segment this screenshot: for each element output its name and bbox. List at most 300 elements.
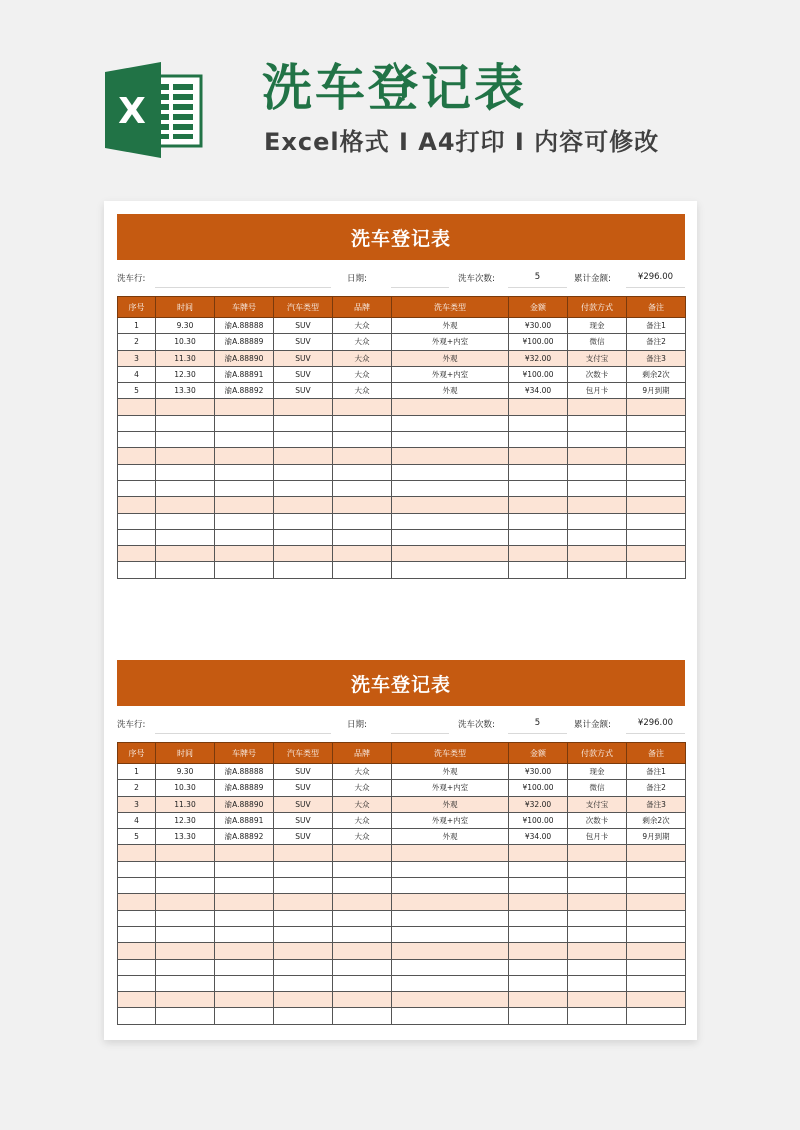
table-cell[interactable] xyxy=(274,497,333,513)
table-cell[interactable] xyxy=(274,1008,333,1024)
table-cell[interactable]: 大众 xyxy=(333,812,392,828)
table-cell[interactable]: 10.30 xyxy=(156,780,215,796)
table-cell[interactable] xyxy=(215,959,274,975)
table-cell[interactable]: SUV xyxy=(274,812,333,828)
table-cell[interactable]: 1 xyxy=(118,318,156,334)
table-cell[interactable] xyxy=(392,529,509,545)
table-cell[interactable] xyxy=(156,910,215,926)
table-cell[interactable]: 次数卡 xyxy=(568,366,627,382)
table-cell[interactable] xyxy=(392,432,509,448)
table-cell[interactable]: 备注3 xyxy=(627,796,686,812)
table-cell[interactable] xyxy=(627,399,686,415)
table-cell[interactable] xyxy=(333,546,392,562)
table-cell[interactable] xyxy=(274,894,333,910)
table-cell[interactable]: 渝A.88889 xyxy=(215,334,274,350)
table-cell[interactable]: 备注3 xyxy=(627,350,686,366)
table-cell[interactable] xyxy=(509,415,568,431)
table-cell[interactable] xyxy=(509,529,568,545)
table-cell[interactable] xyxy=(509,861,568,877)
table-cell[interactable] xyxy=(118,975,156,991)
table-cell[interactable] xyxy=(118,910,156,926)
table-cell[interactable]: 渝A.88889 xyxy=(215,780,274,796)
table-cell[interactable]: 大众 xyxy=(333,780,392,796)
table-cell[interactable] xyxy=(627,546,686,562)
table-cell[interactable] xyxy=(568,464,627,480)
table-cell[interactable] xyxy=(274,959,333,975)
table-cell[interactable] xyxy=(392,992,509,1008)
table-cell[interactable] xyxy=(156,926,215,942)
table-cell[interactable] xyxy=(274,399,333,415)
table-cell[interactable] xyxy=(215,480,274,496)
table-cell[interactable] xyxy=(568,959,627,975)
table-cell[interactable] xyxy=(274,926,333,942)
table-cell[interactable] xyxy=(568,562,627,578)
table-cell[interactable]: SUV xyxy=(274,764,333,780)
table-cell[interactable] xyxy=(568,399,627,415)
table-cell[interactable] xyxy=(215,1008,274,1024)
table-cell[interactable]: 渝A.88890 xyxy=(215,796,274,812)
table-cell[interactable] xyxy=(568,845,627,861)
table-cell[interactable] xyxy=(392,943,509,959)
table-cell[interactable] xyxy=(627,992,686,1008)
table-cell[interactable] xyxy=(509,878,568,894)
table-cell[interactable] xyxy=(627,448,686,464)
table-cell[interactable]: 2 xyxy=(118,780,156,796)
total-value[interactable]: ¥296.00 xyxy=(637,272,674,282)
table-cell[interactable] xyxy=(215,497,274,513)
table-cell[interactable] xyxy=(568,861,627,877)
sheet-2 xyxy=(117,660,685,1025)
table-cell[interactable]: 外观 xyxy=(392,764,509,780)
table-cell[interactable] xyxy=(274,529,333,545)
table-cell[interactable]: 13.30 xyxy=(156,829,215,845)
table-cell[interactable]: SUV xyxy=(274,829,333,845)
table-cell[interactable]: 现金 xyxy=(568,318,627,334)
table-cell[interactable] xyxy=(274,546,333,562)
table-cell[interactable]: 渝A.88892 xyxy=(215,383,274,399)
table-cell[interactable] xyxy=(627,480,686,496)
table-cell[interactable]: ¥32.00 xyxy=(509,796,568,812)
table-cell[interactable] xyxy=(568,1008,627,1024)
table-cell[interactable] xyxy=(156,513,215,529)
date-field[interactable] xyxy=(391,287,449,288)
table-cell[interactable] xyxy=(509,910,568,926)
total-value[interactable]: ¥296.00 xyxy=(637,718,674,728)
table-cell[interactable]: ¥100.00 xyxy=(509,366,568,382)
table-cell[interactable]: 外观 xyxy=(392,829,509,845)
table-cell[interactable] xyxy=(333,894,392,910)
table-cell[interactable]: 渝A.88888 xyxy=(215,764,274,780)
table-cell[interactable] xyxy=(392,480,509,496)
table-cell[interactable] xyxy=(274,975,333,991)
table-cell[interactable] xyxy=(156,415,215,431)
table-cell[interactable] xyxy=(118,562,156,578)
table-cell[interactable] xyxy=(392,959,509,975)
table-cell[interactable] xyxy=(215,448,274,464)
table-cell[interactable] xyxy=(156,878,215,894)
table-cell[interactable] xyxy=(274,480,333,496)
column-header: 付款方式 xyxy=(568,297,627,318)
table-cell[interactable] xyxy=(392,448,509,464)
table-cell[interactable]: 1 xyxy=(118,764,156,780)
table-cell[interactable] xyxy=(568,943,627,959)
table-cell[interactable] xyxy=(568,878,627,894)
table-cell[interactable] xyxy=(215,910,274,926)
table-cell[interactable]: 2 xyxy=(118,334,156,350)
table-cell[interactable] xyxy=(215,861,274,877)
table-cell[interactable] xyxy=(333,562,392,578)
table-cell[interactable]: 外观 xyxy=(392,350,509,366)
table-cell[interactable] xyxy=(215,894,274,910)
table-cell[interactable] xyxy=(568,546,627,562)
table-cell[interactable] xyxy=(156,562,215,578)
table-cell[interactable]: 9月到期 xyxy=(627,829,686,845)
table-cell[interactable]: 9.30 xyxy=(156,764,215,780)
table-cell[interactable] xyxy=(568,480,627,496)
table-cell[interactable] xyxy=(509,399,568,415)
table-cell[interactable] xyxy=(627,894,686,910)
table-cell[interactable]: 备注1 xyxy=(627,318,686,334)
table-cell[interactable] xyxy=(333,513,392,529)
table-cell[interactable] xyxy=(509,943,568,959)
table-cell[interactable] xyxy=(274,943,333,959)
table-cell[interactable] xyxy=(118,1008,156,1024)
table-cell[interactable]: 次数卡 xyxy=(568,812,627,828)
table-cell[interactable]: 大众 xyxy=(333,366,392,382)
table-cell[interactable] xyxy=(392,910,509,926)
table-cell[interactable] xyxy=(118,464,156,480)
table-cell[interactable] xyxy=(118,432,156,448)
table-cell[interactable] xyxy=(274,861,333,877)
table-cell[interactable] xyxy=(274,432,333,448)
table-cell[interactable] xyxy=(215,513,274,529)
table-cell[interactable]: 大众 xyxy=(333,350,392,366)
table-cell[interactable] xyxy=(627,878,686,894)
table-cell[interactable] xyxy=(274,415,333,431)
table-cell[interactable]: 备注2 xyxy=(627,780,686,796)
table-cell[interactable]: 10.30 xyxy=(156,334,215,350)
table-cell[interactable] xyxy=(392,1008,509,1024)
table-cell[interactable] xyxy=(333,943,392,959)
table-cell[interactable] xyxy=(627,910,686,926)
table-cell[interactable]: 大众 xyxy=(333,318,392,334)
table-cell[interactable]: 外观+内室 xyxy=(392,366,509,382)
table-cell[interactable]: 12.30 xyxy=(156,812,215,828)
table-cell[interactable]: SUV xyxy=(274,334,333,350)
table-cell[interactable] xyxy=(118,861,156,877)
table-cell[interactable] xyxy=(509,845,568,861)
table-cell[interactable] xyxy=(215,546,274,562)
table-cell[interactable] xyxy=(333,926,392,942)
table-cell[interactable] xyxy=(627,975,686,991)
table-cell[interactable] xyxy=(156,546,215,562)
table-cell[interactable] xyxy=(509,1008,568,1024)
table-cell[interactable] xyxy=(568,415,627,431)
date-field[interactable] xyxy=(391,733,449,734)
table-cell[interactable] xyxy=(118,513,156,529)
table-cell[interactable]: 渝A.88892 xyxy=(215,829,274,845)
table-cell[interactable]: 5 xyxy=(118,829,156,845)
table-cell[interactable] xyxy=(333,497,392,513)
table-cell[interactable] xyxy=(392,878,509,894)
table-cell[interactable] xyxy=(333,959,392,975)
table-cell[interactable] xyxy=(568,448,627,464)
table-cell[interactable] xyxy=(333,448,392,464)
table-cell[interactable] xyxy=(156,894,215,910)
table-cell[interactable] xyxy=(333,415,392,431)
table-cell[interactable] xyxy=(156,480,215,496)
table-cell[interactable]: 包月卡 xyxy=(568,829,627,845)
table-cell[interactable] xyxy=(392,546,509,562)
wash-record-table xyxy=(117,742,686,1025)
table-cell[interactable] xyxy=(215,845,274,861)
table-cell[interactable] xyxy=(156,399,215,415)
table-cell[interactable] xyxy=(392,894,509,910)
table-cell[interactable]: 大众 xyxy=(333,829,392,845)
table-cell[interactable]: 外观 xyxy=(392,383,509,399)
table-cell[interactable] xyxy=(509,432,568,448)
table-cell[interactable]: ¥30.00 xyxy=(509,318,568,334)
table-cell[interactable]: ¥34.00 xyxy=(509,829,568,845)
table-cell[interactable] xyxy=(509,546,568,562)
table-cell[interactable]: ¥100.00 xyxy=(509,780,568,796)
table-cell[interactable] xyxy=(627,861,686,877)
table-cell[interactable] xyxy=(392,399,509,415)
table-cell[interactable] xyxy=(156,975,215,991)
table-cell[interactable] xyxy=(274,513,333,529)
table-cell[interactable]: 备注2 xyxy=(627,334,686,350)
table-cell[interactable] xyxy=(156,992,215,1008)
table-cell[interactable] xyxy=(333,1008,392,1024)
table-cell[interactable] xyxy=(333,529,392,545)
table-cell[interactable]: 渝A.88891 xyxy=(215,812,274,828)
table-cell[interactable] xyxy=(118,926,156,942)
table-cell[interactable] xyxy=(509,562,568,578)
table-cell[interactable] xyxy=(156,448,215,464)
table-cell[interactable] xyxy=(118,529,156,545)
table-cell[interactable] xyxy=(274,878,333,894)
table-cell[interactable] xyxy=(333,480,392,496)
table-cell[interactable]: 外观 xyxy=(392,318,509,334)
count-value[interactable]: 5 xyxy=(534,718,541,728)
table-cell[interactable] xyxy=(333,845,392,861)
table-cell[interactable] xyxy=(156,432,215,448)
table-cell[interactable] xyxy=(509,959,568,975)
table-cell[interactable] xyxy=(627,845,686,861)
table-cell[interactable] xyxy=(627,497,686,513)
table-cell[interactable] xyxy=(509,894,568,910)
table-cell[interactable] xyxy=(156,861,215,877)
table-cell[interactable]: 12.30 xyxy=(156,366,215,382)
table-cell[interactable] xyxy=(627,432,686,448)
table-cell[interactable]: ¥100.00 xyxy=(509,334,568,350)
table-cell[interactable] xyxy=(627,529,686,545)
table-cell[interactable] xyxy=(568,432,627,448)
table-cell[interactable] xyxy=(215,415,274,431)
table-cell[interactable] xyxy=(509,448,568,464)
table-cell[interactable] xyxy=(568,910,627,926)
table-cell[interactable] xyxy=(333,992,392,1008)
table-cell[interactable]: ¥30.00 xyxy=(509,764,568,780)
table-cell[interactable]: 微信 xyxy=(568,780,627,796)
table-cell[interactable] xyxy=(509,464,568,480)
table-cell[interactable] xyxy=(568,513,627,529)
table-cell[interactable] xyxy=(392,926,509,942)
table-cell[interactable] xyxy=(568,894,627,910)
table-cell[interactable] xyxy=(156,1008,215,1024)
table-cell[interactable] xyxy=(156,959,215,975)
table-cell[interactable] xyxy=(627,415,686,431)
table-cell[interactable] xyxy=(215,432,274,448)
table-cell[interactable] xyxy=(627,1008,686,1024)
table-cell[interactable]: 支付宝 xyxy=(568,796,627,812)
table-cell[interactable] xyxy=(156,529,215,545)
table-cell[interactable]: 渝A.88888 xyxy=(215,318,274,334)
table-cell[interactable] xyxy=(392,562,509,578)
table-cell[interactable] xyxy=(333,861,392,877)
table-cell[interactable] xyxy=(215,878,274,894)
table-cell[interactable] xyxy=(627,464,686,480)
table-cell[interactable] xyxy=(333,464,392,480)
table-cell[interactable] xyxy=(156,464,215,480)
table-cell[interactable] xyxy=(156,943,215,959)
table-cell[interactable]: 外观+内室 xyxy=(392,334,509,350)
table-cell[interactable] xyxy=(509,513,568,529)
table-cell[interactable]: 渝A.88890 xyxy=(215,350,274,366)
table-cell[interactable]: 4 xyxy=(118,812,156,828)
table-cell[interactable] xyxy=(333,432,392,448)
table-cell[interactable] xyxy=(627,943,686,959)
table-cell[interactable]: ¥100.00 xyxy=(509,812,568,828)
table-cell[interactable] xyxy=(215,562,274,578)
table-cell[interactable]: 大众 xyxy=(333,796,392,812)
table-cell[interactable] xyxy=(215,529,274,545)
table-cell[interactable] xyxy=(215,464,274,480)
table-cell[interactable] xyxy=(215,975,274,991)
shop-field[interactable] xyxy=(155,287,331,288)
table-cell[interactable] xyxy=(509,992,568,1008)
table-cell[interactable]: 支付宝 xyxy=(568,350,627,366)
table-cell[interactable] xyxy=(118,894,156,910)
table-cell[interactable]: 大众 xyxy=(333,383,392,399)
table-cell[interactable]: 剩余2次 xyxy=(627,812,686,828)
table-cell[interactable] xyxy=(392,861,509,877)
table-cell[interactable]: 渝A.88891 xyxy=(215,366,274,382)
table-cell[interactable] xyxy=(627,562,686,578)
table-cell[interactable] xyxy=(333,975,392,991)
table-cell[interactable]: 4 xyxy=(118,366,156,382)
table-cell[interactable] xyxy=(509,926,568,942)
shop-field[interactable] xyxy=(155,733,331,734)
table-cell[interactable] xyxy=(392,415,509,431)
table-cell[interactable] xyxy=(118,448,156,464)
table-cell[interactable] xyxy=(274,562,333,578)
table-cell[interactable]: SUV xyxy=(274,350,333,366)
table-cell[interactable] xyxy=(509,975,568,991)
table-cell[interactable]: 11.30 xyxy=(156,796,215,812)
table-cell[interactable]: 外观+内室 xyxy=(392,780,509,796)
table-cell[interactable]: 剩余2次 xyxy=(627,366,686,382)
table-cell[interactable] xyxy=(118,480,156,496)
table-cell[interactable] xyxy=(215,992,274,1008)
table-cell[interactable] xyxy=(568,975,627,991)
count-underline xyxy=(508,287,567,288)
table-cell[interactable]: ¥32.00 xyxy=(509,350,568,366)
table-cell[interactable] xyxy=(568,529,627,545)
table-cell[interactable] xyxy=(156,497,215,513)
table-cell[interactable]: 备注1 xyxy=(627,764,686,780)
table-cell[interactable] xyxy=(215,926,274,942)
table-cell[interactable] xyxy=(274,845,333,861)
table-cell[interactable]: SUV xyxy=(274,780,333,796)
count-value[interactable]: 5 xyxy=(534,272,541,282)
table-cell[interactable] xyxy=(118,943,156,959)
table-cell[interactable] xyxy=(392,497,509,513)
table-cell[interactable] xyxy=(118,878,156,894)
table-cell[interactable] xyxy=(392,975,509,991)
table-cell[interactable]: 9月到期 xyxy=(627,383,686,399)
table-cell[interactable] xyxy=(274,448,333,464)
table-cell[interactable] xyxy=(627,926,686,942)
table-cell[interactable] xyxy=(118,546,156,562)
table-cell[interactable] xyxy=(509,497,568,513)
table-cell[interactable]: 11.30 xyxy=(156,350,215,366)
table-cell[interactable]: SUV xyxy=(274,318,333,334)
table-cell[interactable]: 包月卡 xyxy=(568,383,627,399)
table-cell[interactable] xyxy=(333,910,392,926)
table-cell[interactable] xyxy=(118,959,156,975)
table-cell[interactable] xyxy=(274,992,333,1008)
table-cell[interactable] xyxy=(274,464,333,480)
table-cell[interactable] xyxy=(627,513,686,529)
table-cell[interactable]: 微信 xyxy=(568,334,627,350)
table-cell[interactable]: 外观 xyxy=(392,796,509,812)
table-cell[interactable] xyxy=(118,497,156,513)
table-cell[interactable]: 5 xyxy=(118,383,156,399)
table-cell[interactable] xyxy=(118,415,156,431)
table-cell[interactable]: 大众 xyxy=(333,334,392,350)
table-cell[interactable] xyxy=(333,399,392,415)
table-cell[interactable]: SUV xyxy=(274,796,333,812)
table-cell[interactable]: ¥34.00 xyxy=(509,383,568,399)
table-cell[interactable] xyxy=(215,399,274,415)
table-cell[interactable] xyxy=(392,464,509,480)
table-cell[interactable] xyxy=(627,959,686,975)
table-cell[interactable] xyxy=(118,399,156,415)
table-cell[interactable]: 3 xyxy=(118,350,156,366)
table-cell[interactable] xyxy=(274,910,333,926)
table-cell[interactable] xyxy=(333,878,392,894)
table-cell[interactable]: 现金 xyxy=(568,764,627,780)
table-cell[interactable]: 9.30 xyxy=(156,318,215,334)
table-cell[interactable] xyxy=(568,992,627,1008)
table-cell[interactable] xyxy=(568,926,627,942)
table-cell[interactable] xyxy=(392,513,509,529)
table-cell[interactable] xyxy=(156,845,215,861)
table-cell[interactable]: SUV xyxy=(274,383,333,399)
table-cell[interactable] xyxy=(392,845,509,861)
table-cell[interactable]: 大众 xyxy=(333,764,392,780)
table-cell[interactable]: 13.30 xyxy=(156,383,215,399)
table-cell[interactable]: 3 xyxy=(118,796,156,812)
table-cell[interactable]: 外观+内室 xyxy=(392,812,509,828)
table-cell[interactable]: SUV xyxy=(274,366,333,382)
table-cell[interactable] xyxy=(215,943,274,959)
table-cell[interactable] xyxy=(118,992,156,1008)
table-cell[interactable] xyxy=(568,497,627,513)
table-cell[interactable] xyxy=(118,845,156,861)
table-cell[interactable] xyxy=(509,480,568,496)
